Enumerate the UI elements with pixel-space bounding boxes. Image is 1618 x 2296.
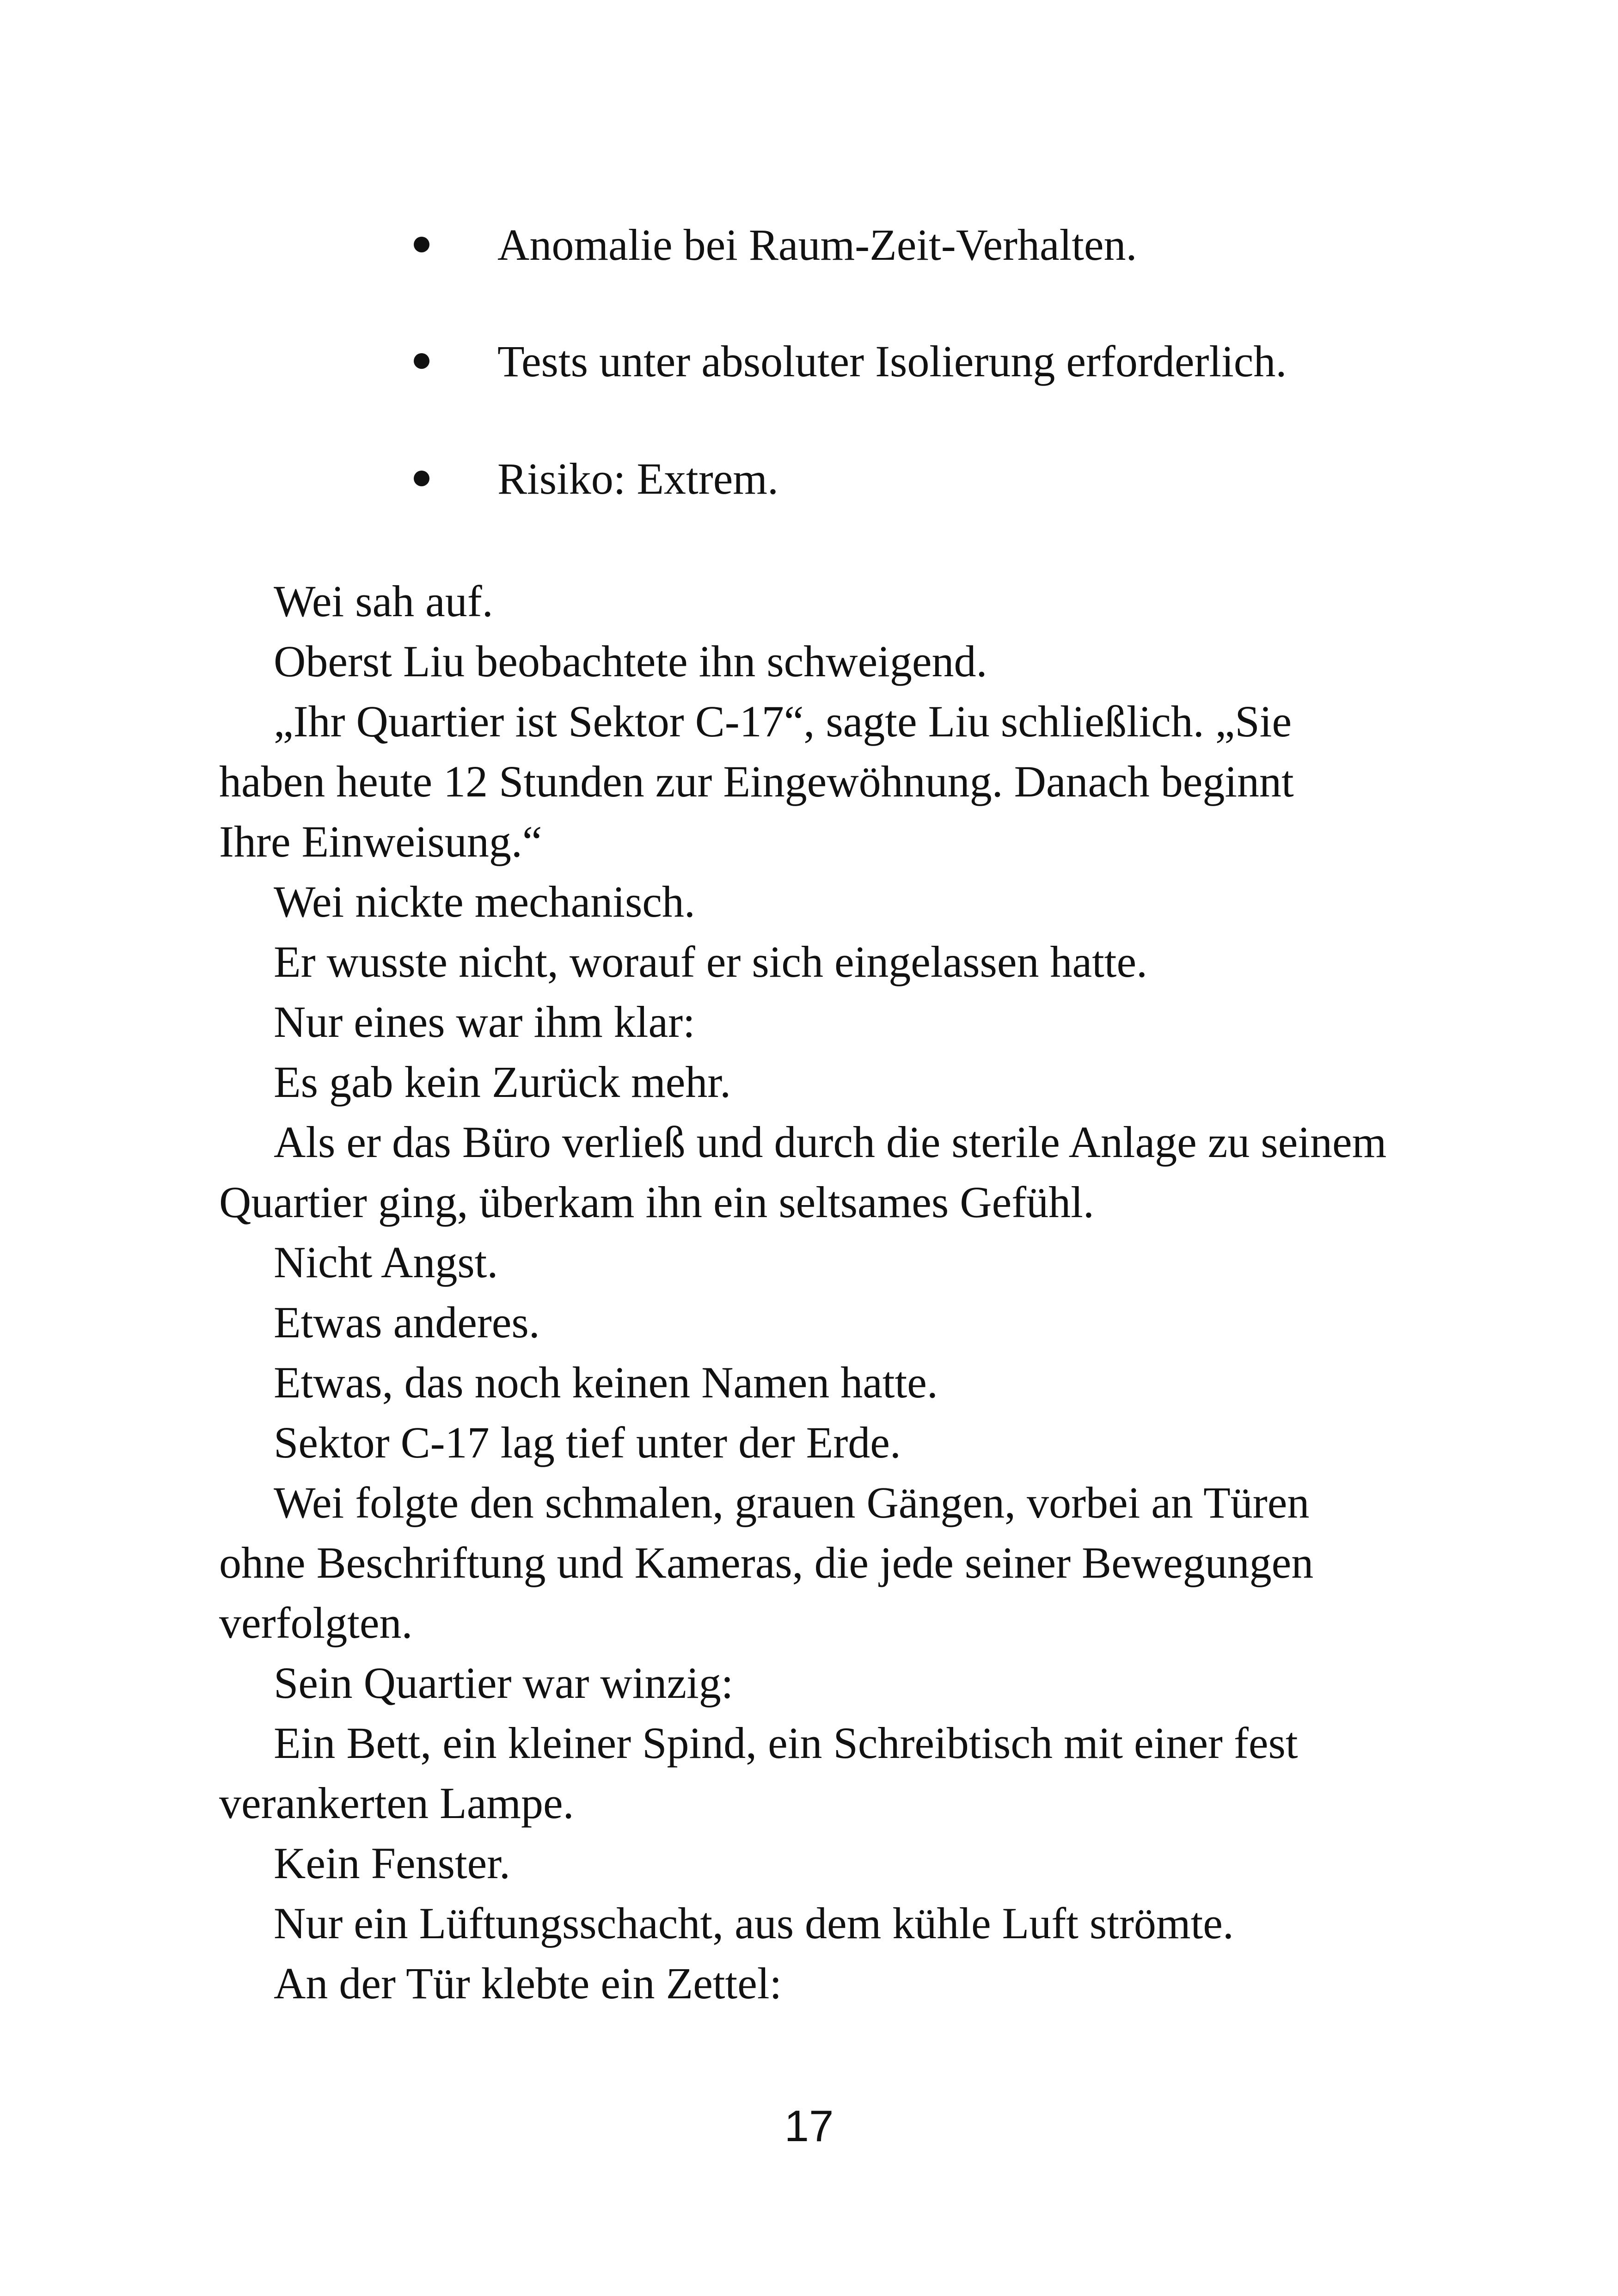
paragraph: Es gab kein Zurück mehr. [274, 1057, 731, 1107]
paragraph: Kein Fenster. [274, 1838, 510, 1888]
paragraph: Nur eines war ihm klar: [274, 997, 695, 1047]
paragraph: Wei nickte mechanisch. [274, 877, 695, 926]
paragraph: Nur ein Lüftungsschacht, aus dem kühle Luft strömte. [274, 1898, 1234, 1948]
page-number: 17 [784, 2101, 834, 2151]
paragraph: Er wusste nicht, worauf er sich eingelassen hatte. [274, 937, 1148, 986]
paragraph: Sein Quartier war winzig: [274, 1658, 734, 1708]
bullet-text: Anomalie bei Raum-Zeit-Verhalten. [497, 220, 1137, 269]
bullet-item [0, 217, 1618, 287]
paragraph: Ein Bett, ein kleiner Spind, ein Schreibtisch mit einer fest verankerten Lampe. [219, 1718, 1298, 1828]
paragraph: An der Tür klebte ein Zettel: [274, 1959, 782, 2008]
paragraph: Etwas, das noch keinen Namen hatte. [274, 1358, 938, 1407]
paragraph: Wei sah auf. [274, 576, 493, 626]
bullet-icon [414, 353, 429, 369]
paragraph: Als er das Büro verließ und durch die sterile Anlage zu seinem Quartier ging, überkam ihn ein seltsames Gefühl. [219, 1117, 1387, 1227]
paragraph: „Ihr Quartier ist Sektor C-17“, sagte Liu schließlich. „Sie haben heute 12 Stunden zur Eingewöhnung. Danach beginnt Ihre Einweisung.“ [219, 697, 1294, 866]
bullet-icon [414, 237, 429, 252]
bullet-item [0, 334, 1618, 403]
bullet-text: Risiko: Extrem. [497, 454, 778, 503]
paragraph: Sektor C-17 lag tief unter der Erde. [274, 1418, 901, 1467]
paragraph: Nicht Angst. [274, 1237, 498, 1287]
paragraph: Etwas anderes. [274, 1298, 540, 1347]
bullet-icon [414, 471, 429, 486]
body-text [219, 571, 1440, 2014]
paragraph: Wei folgte den schmalen, grauen Gängen, vorbei an Türen ohne Beschriftung und Kameras, die jede seiner Bewegungen verfolgten. [219, 1478, 1314, 1647]
bullet-text: Tests unter absoluter Isolierung erforderlich. [497, 337, 1287, 386]
bullet-item [0, 451, 1618, 520]
paragraph: Oberst Liu beobachtete ihn schweigend. [274, 637, 987, 686]
